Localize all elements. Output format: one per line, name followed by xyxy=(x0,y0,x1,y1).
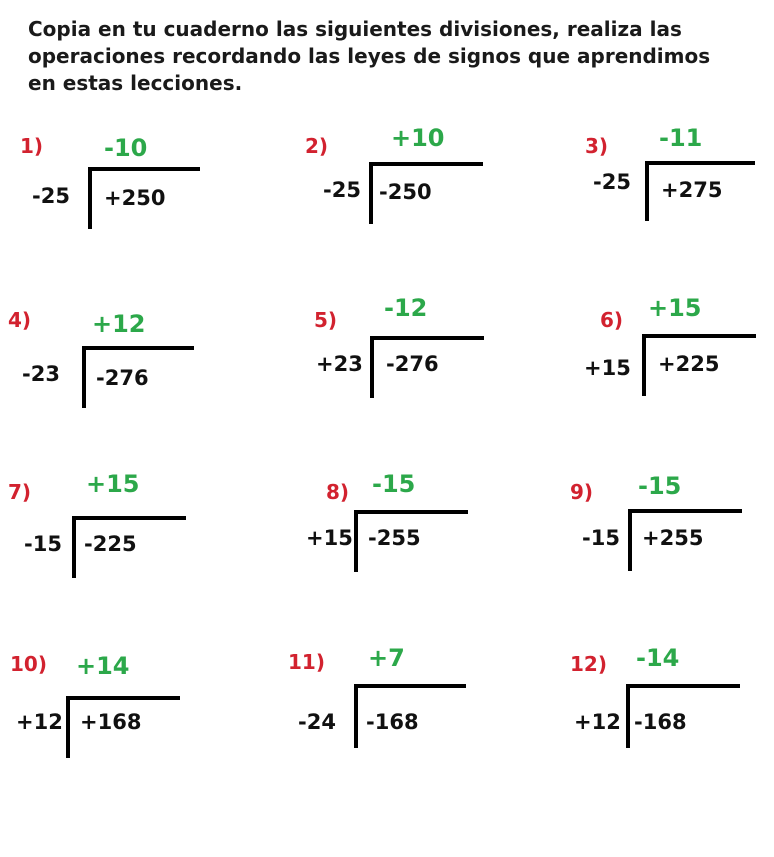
dividend: +250 xyxy=(104,186,166,210)
divisor: -25 xyxy=(593,170,631,194)
division-problem-5 xyxy=(314,294,534,424)
division-problem-4 xyxy=(8,308,228,438)
quotient: +7 xyxy=(368,644,405,672)
quotient: -10 xyxy=(104,134,148,162)
quotient: -15 xyxy=(638,472,682,500)
problem-number: 3) xyxy=(585,134,609,158)
division-problem-2 xyxy=(305,124,525,254)
dividend: -168 xyxy=(634,710,687,734)
dividend: +168 xyxy=(80,710,142,734)
dividend: +255 xyxy=(642,526,704,550)
dividend: -255 xyxy=(368,526,421,550)
quotient: +15 xyxy=(648,294,702,322)
problem-number: 5) xyxy=(314,308,338,332)
dividend: +275 xyxy=(661,178,723,202)
problem-number: 8) xyxy=(326,480,350,504)
divisor: +12 xyxy=(16,710,63,734)
dividend: +225 xyxy=(658,352,720,376)
division-problem-3 xyxy=(585,124,774,254)
divisor: +23 xyxy=(316,352,363,376)
division-problem-1 xyxy=(20,134,240,264)
dividend: -276 xyxy=(96,366,149,390)
problem-number: 4) xyxy=(8,308,32,332)
instructions-line-1: Copia en tu cuaderno las siguientes divisiones, realiza las xyxy=(28,17,682,41)
divisor: -15 xyxy=(24,532,62,556)
instructions-line-3: en estas lecciones. xyxy=(28,71,243,95)
division-problem-10 xyxy=(10,648,230,778)
divisor: -24 xyxy=(298,710,336,734)
divisor: -25 xyxy=(32,184,70,208)
division-problem-11 xyxy=(288,644,508,774)
divisor: +15 xyxy=(306,526,353,550)
problem-number: 10) xyxy=(10,652,47,676)
problem-number: 9) xyxy=(570,480,594,504)
dividend: -225 xyxy=(84,532,137,556)
dividend: -168 xyxy=(366,710,419,734)
quotient: +15 xyxy=(86,470,140,498)
quotient: +10 xyxy=(391,124,445,152)
quotient: -12 xyxy=(384,294,428,322)
division-problem-9 xyxy=(570,472,774,602)
division-problem-8 xyxy=(306,470,526,600)
division-problem-7 xyxy=(8,470,228,600)
divisor: +15 xyxy=(584,356,631,380)
quotient: -14 xyxy=(636,644,680,672)
division-problem-12 xyxy=(570,644,774,774)
divisor: -15 xyxy=(582,526,620,550)
problem-number: 7) xyxy=(8,480,32,504)
quotient: +14 xyxy=(76,652,130,680)
instructions xyxy=(28,16,748,97)
divisor: -25 xyxy=(323,178,361,202)
problem-number: 12) xyxy=(570,652,607,676)
division-problem-6 xyxy=(584,294,774,424)
quotient: -15 xyxy=(372,470,416,498)
quotient: -11 xyxy=(659,124,703,152)
instructions-line-2: operaciones recordando las leyes de signos que aprendimos xyxy=(28,44,711,68)
divisor: -23 xyxy=(22,362,60,386)
dividend: -250 xyxy=(379,180,432,204)
problem-number: 11) xyxy=(288,650,325,674)
problem-number: 1) xyxy=(20,134,44,158)
divisor: +12 xyxy=(574,710,621,734)
problem-number: 6) xyxy=(600,308,624,332)
quotient: +12 xyxy=(92,310,146,338)
dividend: -276 xyxy=(386,352,439,376)
problem-number: 2) xyxy=(305,134,329,158)
